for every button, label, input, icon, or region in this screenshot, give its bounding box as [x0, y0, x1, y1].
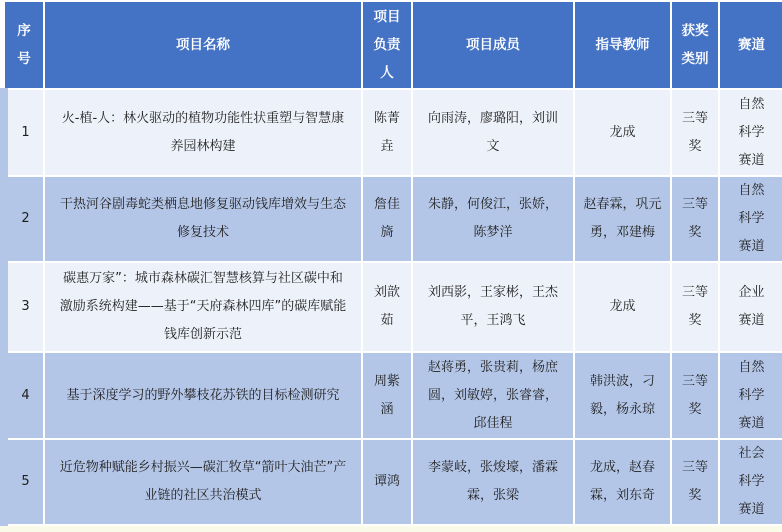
project-leader: 刘歆茹 [362, 262, 412, 352]
advisors: 韩洪波，刁毅，杨永琼 [574, 352, 671, 439]
project-members: 向雨涛，廖璐阳，刘训文 [412, 89, 574, 176]
project-name: 火-植-人：林火驱动的植物功能性状重塑与智慧康养园林构建 [44, 89, 362, 176]
table-row [4, 262, 782, 352]
table-row [4, 439, 782, 525]
award-category: 三等奖 [671, 439, 719, 525]
col-header-project-name: 项目名称 [44, 1, 362, 89]
row-number: 4 [4, 352, 44, 439]
project-name: 基于深度学习的野外攀枝花苏铁的目标检测研究 [44, 352, 362, 439]
project-leader: 陈菁垚 [362, 89, 412, 176]
advisors: 龙成 [574, 262, 671, 352]
col-header-members: 项目成员 [412, 1, 574, 89]
project-name: 碳惠万家”：城市森林碳汇智慧核算与社区碳中和激励系统构建——基于“天府森林四库”的碳库赋能钱库创新示范 [44, 262, 362, 352]
project-leader: 周紫涵 [362, 352, 412, 439]
table-row [4, 352, 782, 439]
header-row [4, 1, 782, 89]
track: 企业赛道 [719, 262, 782, 352]
advisors: 龙成，赵春霖，刘东奇 [574, 439, 671, 525]
row-number: 2 [4, 176, 44, 262]
award-category: 三等奖 [671, 176, 719, 262]
col-header-award-category: 获奖类别 [671, 1, 719, 89]
row-number: 1 [4, 89, 44, 176]
award-category: 三等奖 [671, 352, 719, 439]
col-header-leader: 项目负责人 [362, 1, 412, 89]
project-members: 赵蒋勇，张贵莉，杨庶圆，刘敏婷，张睿睿，邱佳程 [412, 352, 574, 439]
track: 自然科学赛道 [719, 352, 782, 439]
table-row [4, 89, 782, 176]
advisors: 龙成 [574, 89, 671, 176]
row-number: 5 [4, 439, 44, 525]
project-leader: 谭鸿 [362, 439, 412, 525]
project-name: 近危物种赋能乡村振兴—碳汇牧草“箭叶大油芒”产业链的社区共治模式 [44, 439, 362, 525]
project-name: 干热河谷剧毒蛇类栖息地修复驱动钱库增效与生态修复技术 [44, 176, 362, 262]
col-header-index: 序号 [4, 1, 44, 89]
track: 自然科学赛道 [719, 176, 782, 262]
project-leader: 詹佳旖 [362, 176, 412, 262]
project-members: 刘西影，王家彬，王杰平，王鸿飞 [412, 262, 574, 352]
project-members: 李蒙岐，张焌壕，潘霖霖，张梁 [412, 439, 574, 525]
table-row [4, 176, 782, 262]
col-header-advisors: 指导教师 [574, 1, 671, 89]
col-header-track: 赛道 [719, 1, 782, 89]
award-category: 三等奖 [671, 89, 719, 176]
next-row-edge-strip [0, 526, 782, 532]
row-number: 3 [4, 262, 44, 352]
advisors: 赵春霖，巩元勇，邓建梅 [574, 176, 671, 262]
award-category: 三等奖 [671, 262, 719, 352]
track: 自然科学赛道 [719, 89, 782, 176]
track: 社会科学赛道 [719, 439, 782, 525]
project-members: 朱静，何俊江，张娇，陈梦洋 [412, 176, 574, 262]
